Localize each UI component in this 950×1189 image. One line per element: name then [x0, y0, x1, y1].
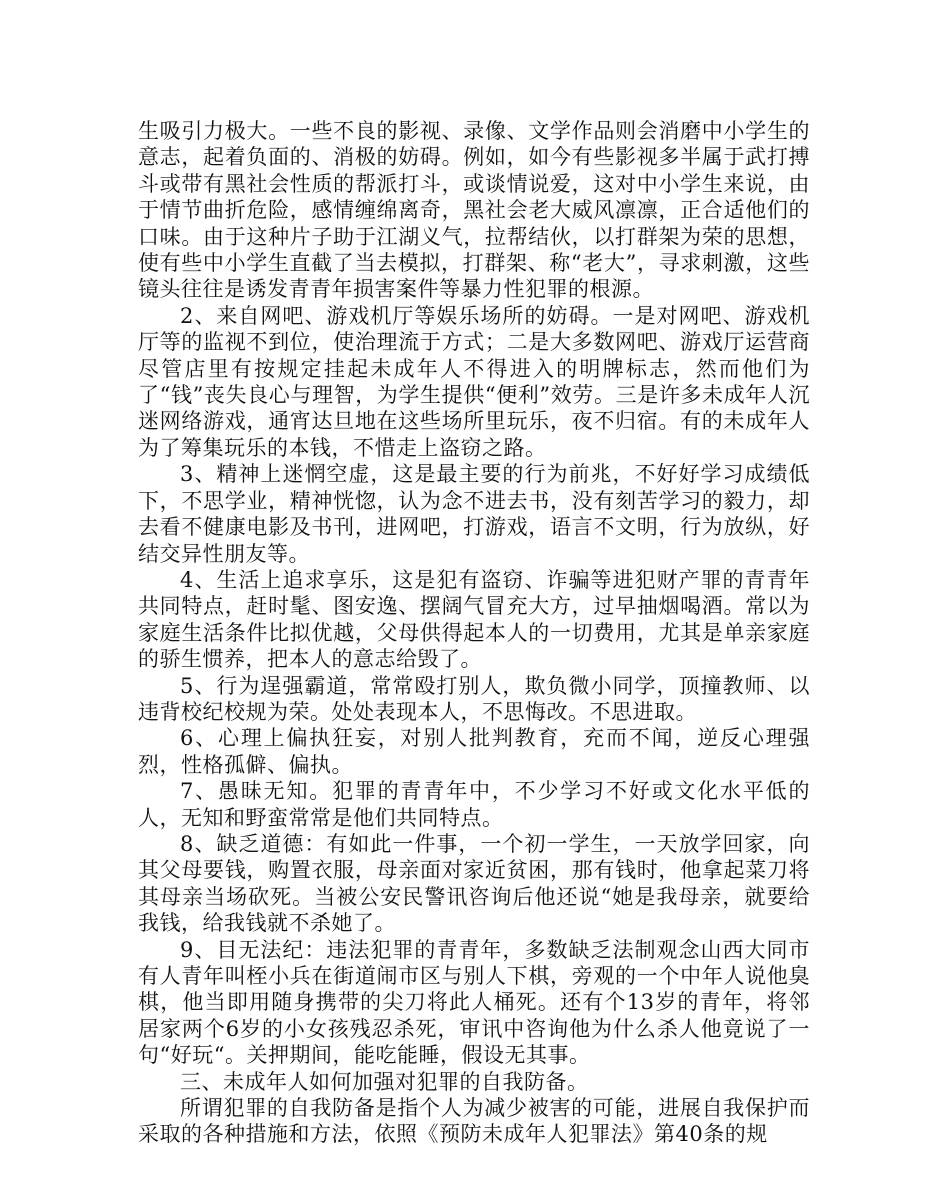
paragraph-1: 生吸引力极大。一些不良的影视、录像、文学作品则会消磨中小学生的意志，起着负面的、消极的妨碍。例如，如今有些影视多半属于武打搏斗或带有黑社会性质的帮派打斗，或谈情说爱，这对中小学生来说，由于情节曲折危险，感情缠绵离奇，黑社会老大威风凛凛，正合适他们的口味。由于这种片子助于江湖义气，拉帮结伙，以打群架为荣的思想，使有些中小学生直截了当去模拟，打群架、称“老大”，寻求刺激，这些镜头往往是诱发青青年损害案件等暴力性犯罪的根源。	[138, 119, 810, 302]
paragraph-11: 所谓犯罪的自我防备是指个人为减少被害的可能，进展自我保护而采取的各种措施和方法，依照《预防未成年人犯罪法》第40条的规	[138, 1096, 810, 1147]
paragraph-5: 5、行为逞强霸道，常常殴打别人，欺负微小同学，顶撞教师、以违背校纪校规为荣。处处表现本人，不思悔改。不思进取。	[138, 673, 810, 724]
section-heading: 三、未成年人如何加强对犯罪的自我防备。	[180, 1069, 589, 1094]
paragraph-6: 6、心理上偏执狂妄，对别人批判教育，充而不闻，逆反心理强烈，性格孤僻、偏执。	[138, 726, 810, 777]
paragraph-7: 7、愚昧无知。犯罪的青青年中，不少学习不好或文化水平低的人，无知和野蛮常常是他们共同特点。	[138, 779, 810, 830]
document-body	[138, 118, 810, 1148]
paragraph-2: 2、来自网吧、游戏机厅等娱乐场所的妨碍。一是对网吧、游戏机厅等的监视不到位，使治理流于方式；二是大多数网吧、游戏厅运营商尽管店里有按规定挂起未成年人不得进入的明牌标志，然而他们为了“钱”丧失良心与理智，为学生提供“便利”效劳。三是许多未成年人沉迷网络游戏，通宵达旦地在这些场所里玩乐，夜不归宿。有的未成年人为了筹集玩乐的本钱，不惜走上盗窃之路。	[138, 303, 810, 460]
paragraph-4: 4、生活上追求享乐，这是犯有盗窃、诈骗等进犯财产罪的青青年共同特点，赶时髦、图安逸、摆阔气冒充大方，过早抽烟喝酒。常以为家庭生活条件比拟优越，父母供得起本人的一切费用，尤其是单亲家庭的骄生惯养，把本人的意志给毁了。	[138, 567, 810, 672]
paragraph-3: 3、精神上迷惘空虚，这是最主要的行为前兆，不好好学习成绩低下，不思学业，精神恍惚，认为念不进去书，没有刻苦学习的毅力，却去看不健康电影及书刊，进网吧，打游戏，语言不文明，行为放纵，好结交异性朋友等。	[138, 462, 810, 566]
paragraph-9: 9、目无法纪：违法犯罪的青青年，多数缺乏法制观念山西大同市有人青年叫桎小兵在街道闹市区与别人下棋，旁观的一个中年人说他臭棋，他当即用随身携带的尖刀将此人桶死。还有个13岁的青年，将邻居家两个6岁的小女孩残忍杀死，审讯中咨询他为什么杀人他竟说了一句“好玩“。关押期间，能吃能睡，假设无其事。	[138, 937, 810, 1068]
paragraph-8: 8、缺乏道德：有如此一件事，一个初一学生，一天放学回家，向其父母要钱，购置衣服，母亲面对家近贫困，那有钱时，他拿起菜刀将其母亲当场砍死。当被公安民警讯咨询后他还说“她是我母亲，就要给我钱，给我钱就不杀她了。	[138, 831, 810, 936]
